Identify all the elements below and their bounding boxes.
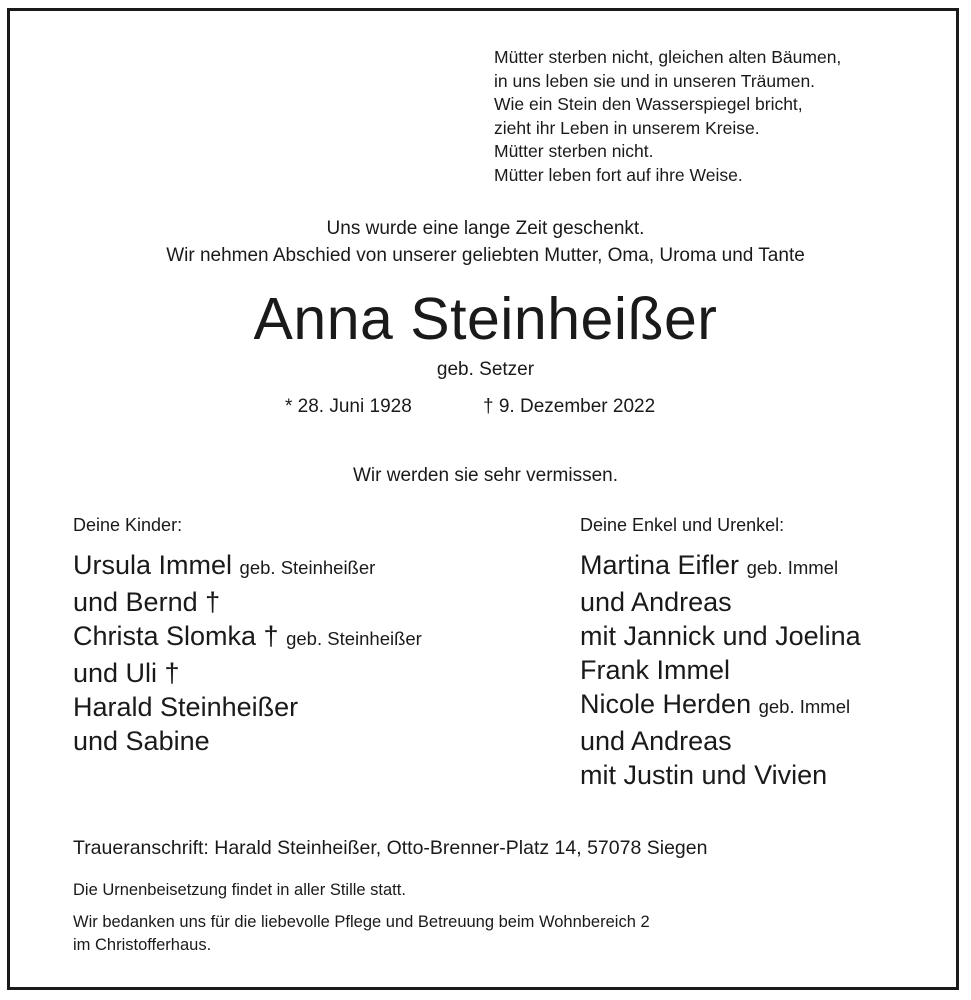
poem (494, 46, 841, 187)
mourner-name: und Andreas (580, 587, 732, 617)
burial-note-text: Die Urnenbeisetzung findet in aller Stille statt. (73, 881, 406, 899)
poem-line: Wie ein Stein den Wasserspiegel bricht, (494, 94, 803, 114)
list-item (580, 585, 861, 619)
mourner-name: Harald Steinheißer (73, 692, 299, 722)
death-date: † 9. Dezember 2022 (483, 396, 656, 417)
mourner-name: Nicole Herden (580, 689, 752, 719)
poem-line: in uns leben sie und in unseren Träumen. (494, 70, 816, 91)
grandchildren-list (580, 548, 861, 792)
mourner-name: Ursula Immel (73, 550, 233, 580)
list-item (580, 724, 861, 758)
birth-date: * 28. Juni 1928 (285, 396, 412, 417)
intro-line-1: Uns wurde eine lange Zeit geschenkt. (326, 218, 645, 239)
list-item (580, 653, 861, 687)
burial-note (73, 879, 406, 902)
poem-line: Mütter sterben nicht, gleichen alten Bäumen, (494, 47, 842, 67)
mourner-note: geb. Steinheißer (239, 557, 376, 578)
grandchildren-heading: Deine Enkel und Urenkel: (580, 515, 785, 535)
children-heading: Deine Kinder: (73, 515, 183, 535)
mourning-address: Traueranschrift: Harald Steinheißer, Otto-Brenner-Platz 14, 57078 Siegen (73, 837, 708, 859)
intro-line-2: Wir nehmen Abschied von unserer geliebten Mutter, Oma, Uroma und Tante (166, 245, 805, 266)
poem-line: zieht ihr Leben in unserem Kreise. (494, 117, 760, 138)
mourner-note: geb. Immel (746, 557, 839, 578)
mourner-note: geb. Immel (758, 696, 851, 717)
miss-text: Wir werden sie sehr vermissen. (352, 465, 619, 486)
mourner-name: und Andreas (580, 726, 732, 756)
mourner-name: Christa Slomka † (73, 621, 279, 651)
mourner-note: geb. Steinheißer (286, 628, 422, 649)
list-item (73, 656, 422, 690)
poem-line: Mütter leben fort auf ihre Weise. (494, 164, 743, 185)
list-item (580, 687, 861, 724)
list-item (73, 548, 422, 585)
mourner-name: Frank Immel (580, 655, 731, 685)
list-item (73, 690, 422, 724)
list-item (73, 585, 422, 619)
children-list (73, 548, 422, 758)
list-item (580, 548, 861, 585)
mourner-name: mit Justin und Vivien (580, 760, 828, 790)
list-item (73, 619, 422, 656)
deceased-name: Anna Steinheißer (253, 286, 718, 352)
list-item (73, 724, 422, 758)
thanks-note (73, 911, 650, 957)
mourner-name: und Bernd † (73, 587, 221, 617)
mourner-name: und Uli † (73, 658, 180, 688)
list-item (580, 758, 861, 792)
thanks-line-1: Wir bedanken uns für die liebevolle Pflege und Betreuung beim Wohnbereich 2 (73, 913, 650, 931)
list-item (580, 619, 861, 653)
mourner-name: Martina Eifler (580, 550, 740, 580)
thanks-line-2: im Christofferhaus. (73, 936, 212, 954)
poem-line: Mütter sterben nicht. (494, 141, 654, 161)
maiden-name: geb. Setzer (436, 359, 535, 380)
mourner-name: und Sabine (73, 726, 210, 756)
mourner-name: mit Jannick und Joelina (580, 621, 861, 651)
